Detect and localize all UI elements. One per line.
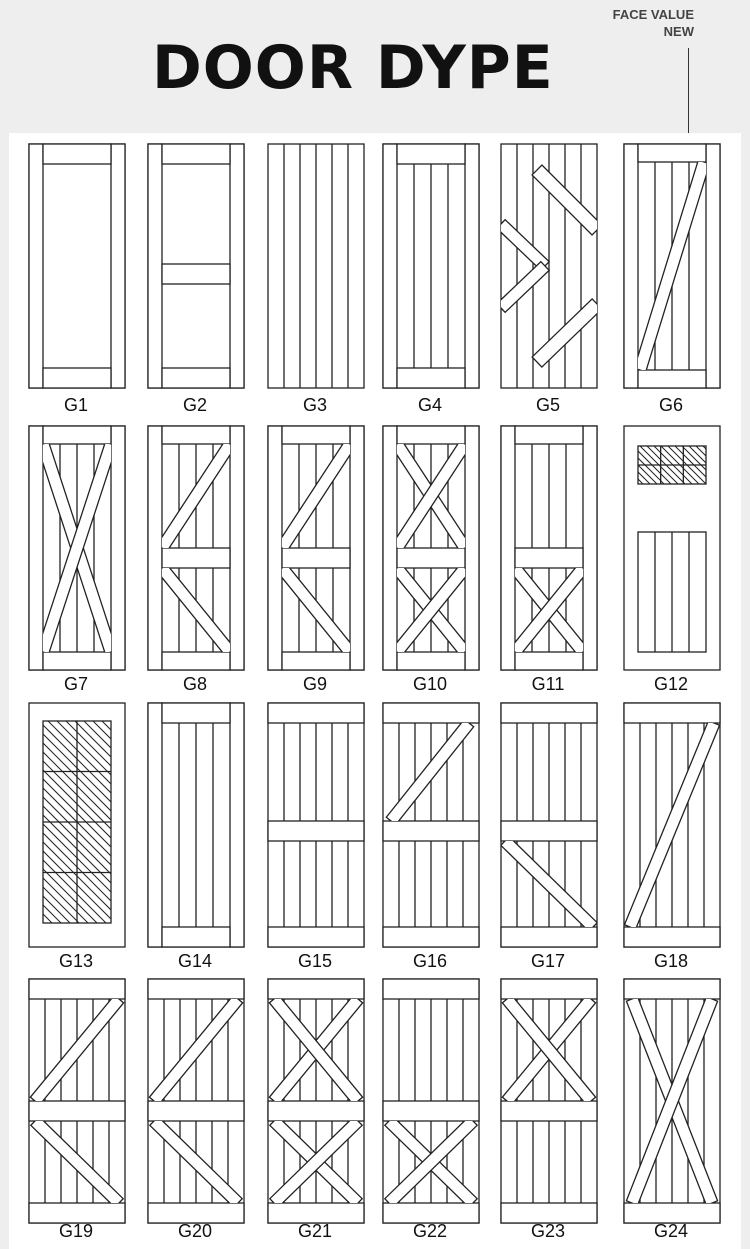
door-g21-drawing (267, 978, 365, 1224)
door-g2-drawing (147, 143, 245, 389)
door-g20-drawing (147, 978, 245, 1224)
door-g18-drawing (623, 702, 721, 948)
door-label: G9 (302, 674, 327, 694)
door-g15-drawing (267, 702, 365, 948)
door-g5-drawing (500, 143, 598, 389)
door-label: G24 (653, 1221, 689, 1241)
face-value-label: FACE VALUE (612, 7, 694, 22)
face-value-note (613, 6, 694, 40)
door-label: G8 (182, 674, 207, 694)
door-label: G12 (653, 674, 689, 694)
door-label: G17 (530, 951, 566, 971)
door-g6-drawing (623, 143, 721, 389)
door-label: G11 (531, 674, 565, 694)
door-label: G10 (412, 674, 448, 694)
door-g11-drawing (500, 425, 598, 671)
door-label: G7 (63, 674, 88, 694)
door-label: G16 (412, 951, 448, 971)
door-g22-drawing (382, 978, 480, 1224)
door-label: G20 (177, 1221, 213, 1241)
door-label: G18 (653, 951, 689, 971)
door-label: G1 (63, 395, 88, 415)
door-g8-drawing (147, 425, 245, 671)
door-g19-drawing (28, 978, 126, 1224)
door-g24-drawing (623, 978, 721, 1224)
door-g17-drawing (500, 702, 598, 948)
door-g7-drawing (28, 425, 126, 671)
header (0, 0, 750, 133)
door-label: G5 (535, 395, 560, 415)
door-g12-drawing (623, 425, 721, 671)
door-label: G13 (58, 951, 94, 971)
door-label: G14 (177, 951, 213, 971)
door-g9-drawing (267, 425, 365, 671)
face-value-leader-line (688, 48, 689, 133)
door-g1-drawing (28, 143, 126, 389)
door-label: G4 (417, 395, 442, 415)
door-label: G15 (297, 951, 333, 971)
door-g10-drawing (382, 425, 480, 671)
door-g14-drawing (147, 702, 245, 948)
door-g23-drawing (500, 978, 598, 1224)
door-catalog-panel (9, 133, 741, 1249)
door-g3-drawing (267, 143, 365, 389)
door-g4-drawing (382, 143, 480, 389)
door-label: G6 (658, 395, 683, 415)
door-label: G2 (182, 395, 207, 415)
door-label: G22 (412, 1221, 448, 1241)
new-label: NEW (663, 24, 694, 39)
door-label: G21 (297, 1221, 333, 1241)
door-label: G19 (58, 1221, 94, 1241)
page-title: DOOR DYPE (152, 33, 554, 103)
door-label: G23 (530, 1221, 566, 1241)
door-label: G3 (302, 395, 327, 415)
door-g16-drawing (382, 702, 480, 948)
door-g13-drawing (28, 702, 126, 948)
